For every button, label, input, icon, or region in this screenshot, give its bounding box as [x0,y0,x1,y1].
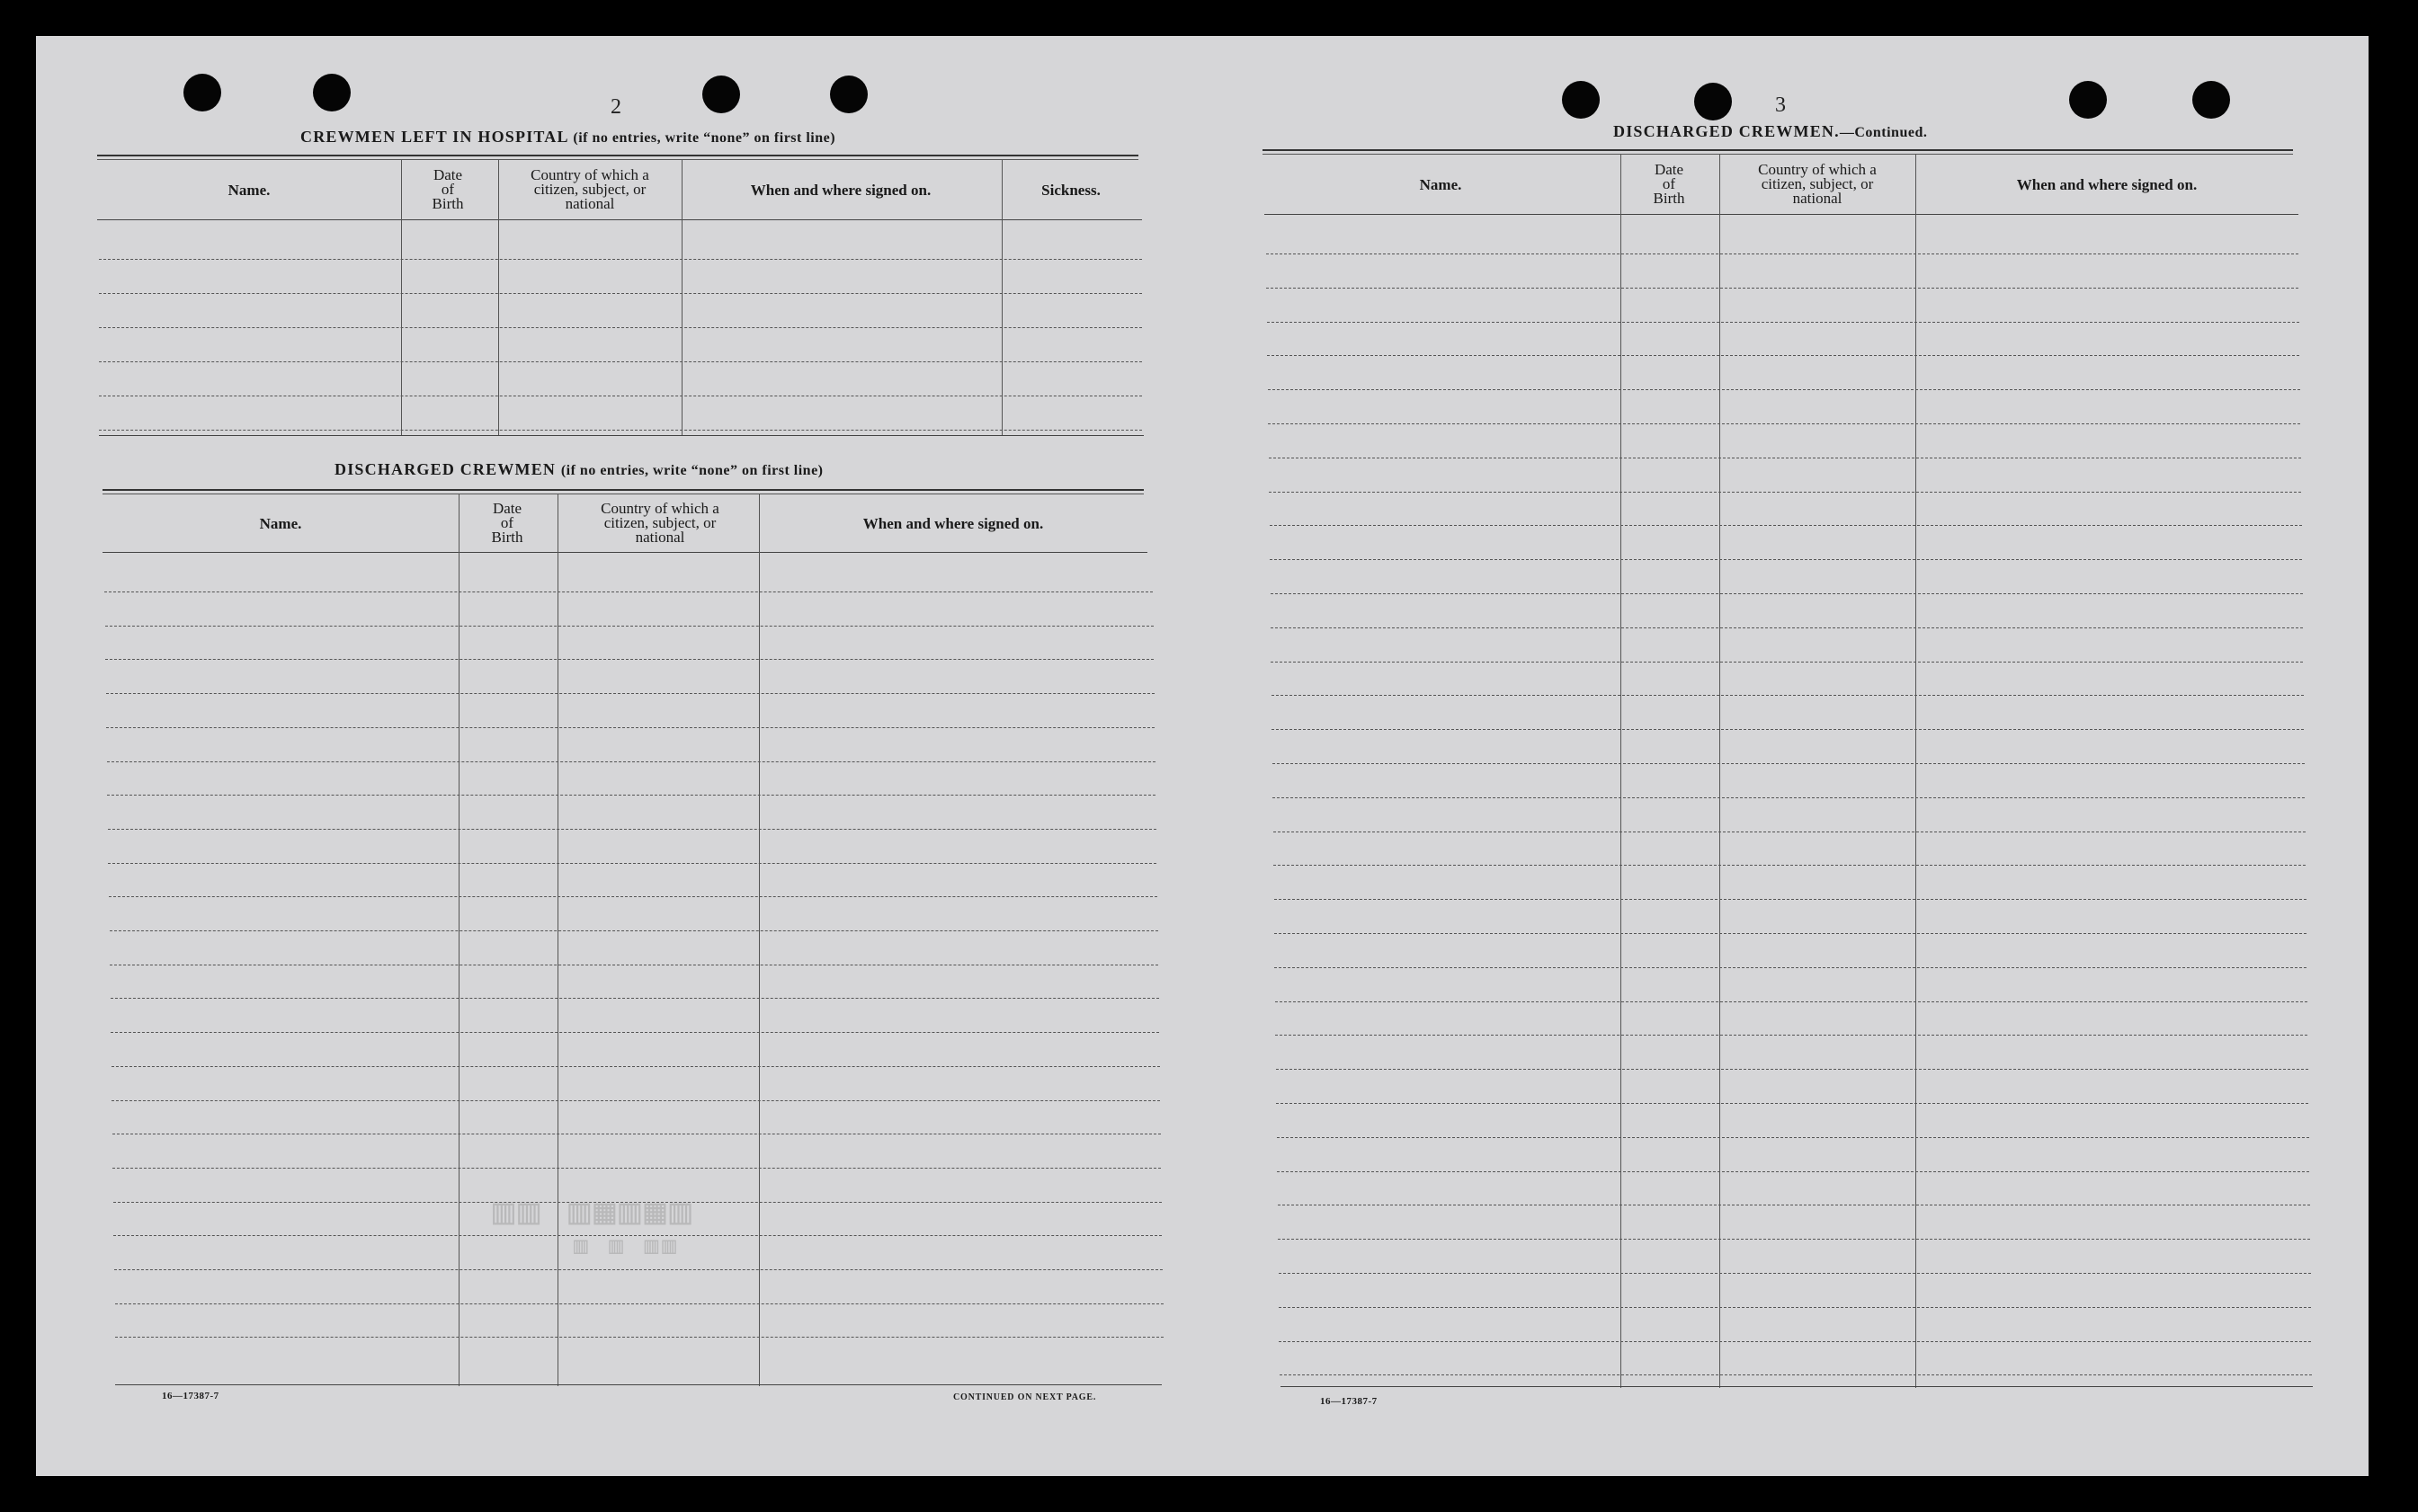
punch-hole [830,76,868,113]
entry-line [1272,797,2305,798]
entry-line [1274,967,2306,968]
entry-line [1275,1001,2307,1002]
right-header-name: Name. [1419,175,1462,193]
entry-line [1277,1171,2309,1172]
hospital-col-divider [1002,160,1003,435]
discharged-header-signed-on: When and where signed on. [862,514,1044,532]
entry-line [112,1066,1160,1067]
received-stamp: ▥▥ ▥▦▥▦▥ ▥ ▥ ▥▥ [493,1191,695,1259]
entry-line [110,930,1158,931]
hospital-entry-line [99,259,1142,260]
entry-line [1276,1103,2308,1104]
hospital-section-title [300,128,835,147]
discharged-header-country [561,496,759,550]
entry-line [112,1100,1160,1101]
entry-line [1271,627,2303,628]
entry-line [112,1168,1161,1169]
hospital-entry-line [99,327,1142,328]
punch-hole [1694,83,1732,120]
discharged-dob-line2: of [500,514,514,531]
discharged-header-name: Name. [259,514,302,532]
right-country-line2: citizen, subject, or [1761,175,1874,192]
discharged-top-rule [103,489,1144,494]
hospital-bottom-rule [99,435,1144,436]
entry-line [109,896,1157,897]
discharged-col-divider [459,494,460,1386]
discharged-title-caps: DISCHARGED CREWMEN [335,460,557,478]
discharged-country-line3: national [635,529,685,546]
entry-line [111,1032,1159,1033]
entry-line [1273,865,2306,866]
discharged-country-line1: Country of which a [601,500,719,517]
right-col-divider [1620,155,1621,1388]
hospital-country-line3: national [565,195,615,212]
hospital-header-country [500,162,680,218]
entry-line [1267,355,2299,356]
discharged-bottom-rule [115,1384,1162,1385]
entry-line [105,659,1154,660]
hospital-col-divider [498,160,499,435]
entry-line [1280,1374,2312,1375]
form-sheet [36,36,2369,1476]
hospital-dob-line3: Birth [432,195,464,212]
right-col-divider [1719,155,1720,1388]
entry-line [1274,899,2306,900]
continued-title-caps: DISCHARGED CREWMEN. [1613,122,1840,140]
continued-note: CONTINUED ON NEXT PAGE. [953,1392,1097,1402]
hospital-country-line1: Country of which a [531,166,649,183]
entry-line [106,727,1155,728]
hospital-dob-line1: Date [433,166,463,183]
hospital-entry-line [99,361,1142,362]
entry-line [1267,322,2299,323]
entry-line [1266,288,2298,289]
entry-line [1271,593,2303,594]
continued-title-note: —Continued. [1839,125,1928,140]
page-number-left: 2 [611,95,621,119]
entry-line [111,998,1159,999]
punch-hole [2069,81,2107,119]
right-country-line1: Country of which a [1758,161,1877,178]
right-dob-line2: of [1662,175,1676,192]
right-dob-line1: Date [1654,161,1684,178]
form-code-right: 16—17387-7 [1320,1396,1378,1407]
discharged-country-line2: citizen, subject, or [603,514,717,531]
entry-line [1272,763,2305,764]
hospital-entry-line [99,293,1142,294]
hospital-header-dob [401,162,495,218]
punch-hole [1562,81,1600,119]
entry-line [108,863,1156,864]
punch-hole [313,74,351,111]
entry-line [1271,662,2303,663]
hospital-header-rule [97,219,1142,220]
entry-line [1268,389,2300,390]
discharged-header-rule [103,552,1147,553]
form-code-left: 16—17387-7 [162,1391,219,1401]
discharged-dob-line3: Birth [491,529,523,546]
entry-line [1278,1239,2310,1240]
entry-line [1279,1273,2311,1274]
hospital-title-caps: CREWMEN LEFT IN HOSPITAL [300,128,568,146]
right-col-divider [1915,155,1916,1388]
right-header-signed-on: When and where signed on. [2016,175,2198,193]
hospital-header-sickness: Sickness. [1041,181,1101,199]
right-bottom-rule [1280,1386,2313,1387]
hospital-header-signed-on: When and where signed on. [750,181,932,199]
entry-line [1274,933,2306,934]
punch-hole [2192,81,2230,119]
entry-line [1276,1069,2308,1070]
hospital-header-name: Name. [228,181,271,199]
hospital-entry-line [99,430,1142,431]
entry-line [104,591,1153,592]
discharged-section-title [335,460,824,479]
punch-hole [183,74,221,111]
right-header-country [1721,156,1914,212]
punch-hole [702,76,740,113]
entry-line [115,1303,1164,1304]
entry-line [1279,1307,2311,1308]
right-dob-line3: Birth [1653,190,1685,207]
entry-line [1266,253,2298,254]
continued-section-title [1613,122,1927,141]
hospital-col-divider [682,160,683,435]
hospital-title-note: (if no entries, write “none” on first line) [573,130,836,146]
discharged-dob-line1: Date [492,500,522,517]
entry-line [1270,525,2302,526]
entry-line [105,626,1154,627]
page-number-right: 3 [1775,93,1786,117]
entry-line [115,1337,1164,1338]
right-header-rule [1264,214,2298,215]
entry-line [1268,423,2300,424]
discharged-title-note: (if no entries, write “none” on first line) [560,463,824,478]
entry-line [1279,1341,2311,1342]
entry-line [1270,559,2302,560]
entry-line [1269,492,2301,493]
right-header-dob [1622,156,1716,212]
hospital-top-rule [97,155,1138,160]
entry-line [1271,695,2304,696]
right-top-rule [1263,149,2293,155]
right-country-line3: national [1792,190,1842,207]
entry-line [1275,1035,2307,1036]
hospital-col-divider [401,160,402,435]
entry-line [107,761,1155,762]
entry-line [1277,1137,2309,1138]
hospital-country-line2: citizen, subject, or [533,181,647,198]
entry-line [1271,729,2304,730]
discharged-header-dob [460,496,554,550]
entry-line [106,693,1155,694]
hospital-dob-line2: of [441,181,455,198]
entry-line [108,829,1156,830]
entry-line [107,795,1155,796]
